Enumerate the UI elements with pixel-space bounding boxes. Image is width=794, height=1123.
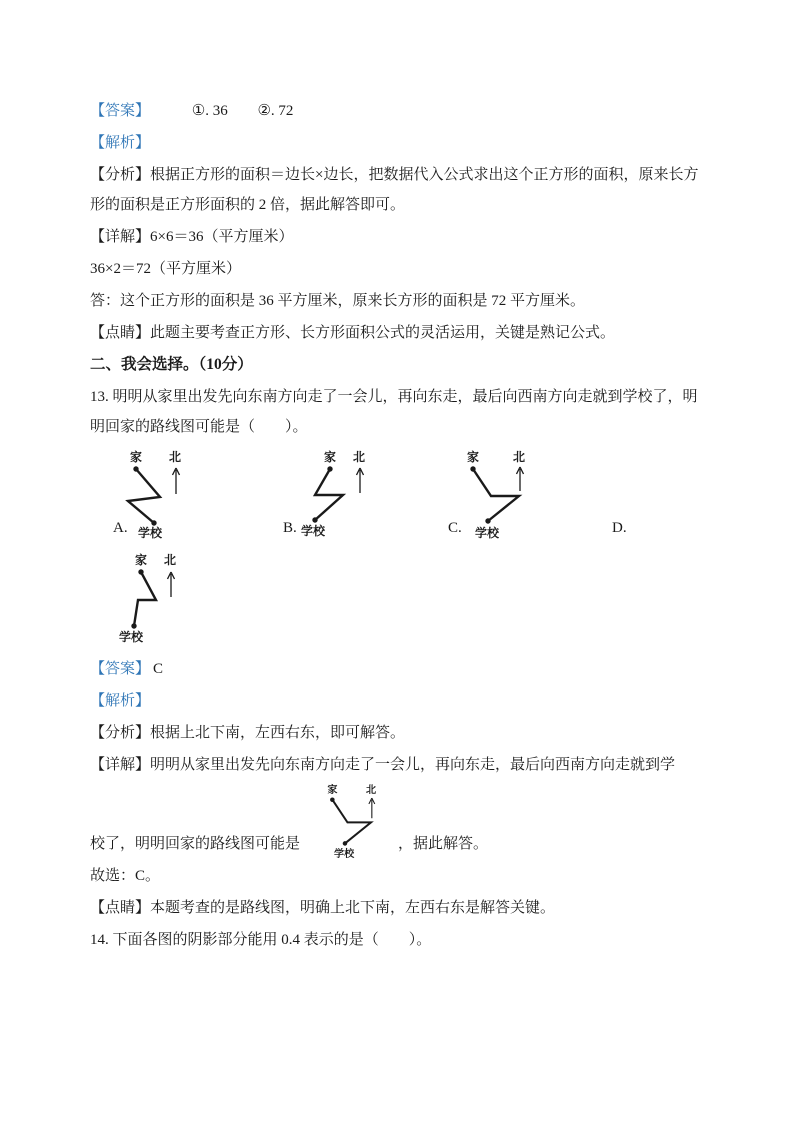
route-line — [134, 572, 156, 626]
q12-detail-1: 【详解】6×6＝36（平方厘米） — [90, 229, 294, 245]
home-dot — [327, 466, 332, 471]
answer-label: 【答案】 — [90, 661, 151, 677]
q13-detail-1: 【详解】明明从家里出发先向东南方向走了一会儿，再向东走，最后向西南方向走就到学 — [90, 757, 676, 773]
q13-options — [90, 448, 706, 654]
route-diagram-d — [100, 552, 200, 647]
q13-jiexi-line — [90, 686, 706, 716]
q13-conclusion: 故选：C。 — [90, 868, 161, 884]
north-label: 北 — [163, 553, 177, 567]
north-label: 北 — [352, 450, 366, 464]
home-dot — [330, 797, 335, 802]
q13-analysis: 【分析】根据上北下南，左西右东，即可解答。 — [90, 725, 406, 741]
route-line — [473, 469, 519, 521]
route-diagram-svg — [308, 782, 392, 862]
q13-note: 【点睛】本题考查的是路线图，明确上北下南，左西右东是解答关键。 — [90, 900, 556, 916]
route-line — [315, 469, 343, 520]
route-diagram-svg — [100, 552, 200, 647]
home-label: 家 — [129, 450, 143, 464]
school-dot — [151, 520, 156, 525]
school-dot — [343, 841, 348, 846]
q13-answer-value: C — [153, 661, 164, 677]
home-label: 家 — [323, 450, 337, 464]
q12-detail-2: 36×2＝72（平方厘米） — [90, 261, 241, 277]
north-label: 北 — [365, 785, 377, 797]
q14-question: 14. 下面各图的阴影部分能用 0.4 表示的是（ ）。 — [90, 932, 432, 948]
q13-detail-2-before: 校了，明明回家的路线图可能是 — [90, 836, 301, 852]
q12-answer-line — [90, 96, 706, 126]
school-label: 学校 — [334, 848, 355, 860]
north-label: 北 — [512, 450, 526, 464]
home-dot — [133, 466, 138, 471]
school-dot — [485, 518, 490, 523]
school-label: 学校 — [300, 524, 326, 538]
q12-note: 【点睛】此题主要考查正方形、长方形面积公式的灵活运用，关键是熟记公式。 — [90, 325, 616, 341]
jiexi-label: 【解析】 — [90, 693, 151, 709]
school-dot — [131, 623, 136, 628]
option-d-letter: D. — [612, 520, 627, 536]
route-line — [128, 469, 160, 523]
north-label: 北 — [168, 450, 182, 464]
q12-jiexi-line — [90, 128, 706, 158]
section-2-title: 二、我会选择。（10分） — [90, 356, 253, 373]
q12-answer-item-1: ①. 36 — [191, 103, 228, 119]
school-dot — [312, 517, 317, 522]
option-c-letter: C. — [448, 520, 462, 536]
answer-label: 【答案】 — [90, 103, 151, 119]
option-b-letter: B. — [283, 520, 297, 536]
q13-detail-2-after: ，据此解答。 — [398, 836, 489, 852]
route-line — [332, 800, 371, 844]
route-diagram-inline — [308, 782, 392, 862]
home-label: 家 — [466, 450, 480, 464]
option-a-letter: A. — [113, 520, 128, 536]
home-label: 家 — [327, 785, 338, 797]
q13-answer-line — [90, 654, 706, 684]
home-dot — [138, 569, 143, 574]
school-label: 学校 — [474, 526, 500, 540]
school-label: 学校 — [118, 630, 144, 644]
q13-detail-2 — [90, 782, 706, 859]
q12-answer-item-2: ②. 72 — [257, 103, 294, 119]
home-label: 家 — [134, 553, 148, 567]
q12-analysis: 【分析】根据正方形的面积＝边长×边长，把数据代入公式求出这个正方形的面积，原来长方形的面积是正方形面积的 2 倍，据此解答即可。 — [90, 167, 699, 213]
home-dot — [470, 466, 475, 471]
school-label: 学校 — [137, 526, 163, 540]
jiexi-label: 【解析】 — [90, 135, 151, 151]
q13-question: 13. 明明从家里出发先向东南方向走了一会儿，再向东走，最后向西南方向走就到学校了，明明回家的路线图可能是（ ）。 — [90, 389, 698, 435]
q12-detail-3: 答：这个正方形的面积是 36 平方厘米，原来长方形的面积是 72 平方厘米。 — [90, 293, 586, 309]
